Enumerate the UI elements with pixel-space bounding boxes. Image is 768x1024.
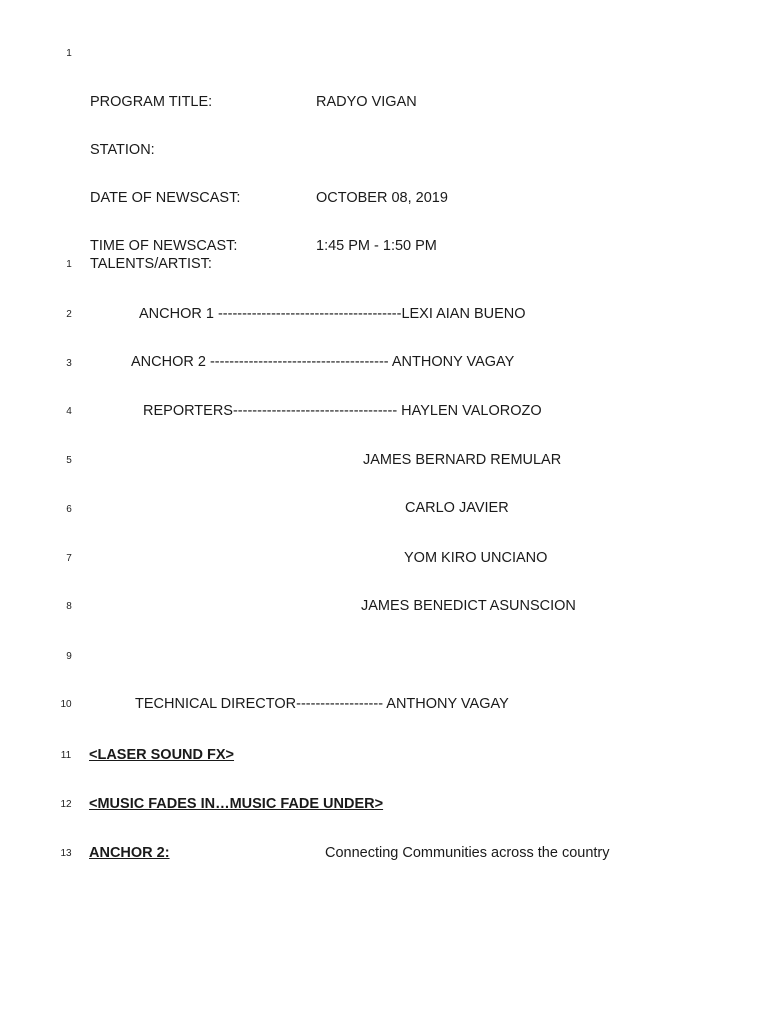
- reporter-name: JAMES BERNARD REMULAR: [363, 452, 562, 468]
- line-number: 5: [66, 455, 72, 466]
- line-number: 1: [66, 259, 72, 270]
- line-number: 8: [66, 601, 72, 612]
- program-title-label: PROGRAM TITLE:: [90, 94, 213, 110]
- anchor-2-credit: ANCHOR 2 ------------------------------------- ANTHONY VAGAY: [131, 354, 515, 370]
- music-cue: <MUSIC FADES IN…MUSIC FADE UNDER>: [89, 796, 384, 812]
- line-number: 6: [66, 504, 72, 515]
- line-number: 12: [60, 799, 72, 810]
- date-label: DATE OF NEWSCAST:: [90, 190, 241, 206]
- line-number: 3: [66, 358, 72, 369]
- line-number: 2: [66, 309, 72, 320]
- line-number: 7: [66, 553, 72, 564]
- time-label: TIME OF NEWSCAST:: [90, 238, 238, 254]
- reporter-name: JAMES BENEDICT ASUNSCION: [361, 598, 576, 614]
- reporter-name: YOM KIRO UNCIANO: [404, 550, 548, 566]
- speaker-label: ANCHOR 2:: [89, 845, 170, 861]
- talents-heading: TALENTS/ARTIST:: [90, 256, 212, 272]
- program-title-value: RADYO VIGAN: [316, 94, 417, 110]
- line-number: 4: [66, 406, 72, 417]
- station-label: STATION:: [90, 142, 155, 158]
- line-number: 9: [66, 651, 72, 662]
- line-number: 10: [60, 699, 72, 710]
- dialogue-text: Connecting Communities across the country: [325, 845, 610, 861]
- anchor-1-credit: ANCHOR 1 --------------------------------------LEXI AIAN BUENO: [139, 306, 526, 322]
- line-number: 11: [60, 750, 72, 761]
- line-number: 1: [66, 48, 72, 59]
- time-value: 1:45 PM - 1:50 PM: [316, 238, 437, 254]
- reporter-name: CARLO JAVIER: [405, 500, 509, 516]
- date-value: OCTOBER 08, 2019: [316, 190, 448, 206]
- line-number: 13: [60, 848, 72, 859]
- reporters-credit: REPORTERS---------------------------------- HAYLEN VALOROZO: [143, 403, 542, 419]
- technical-director-credit: TECHNICAL DIRECTOR------------------ ANTHONY VAGAY: [135, 696, 509, 712]
- sound-cue: <LASER SOUND FX>: [89, 747, 235, 763]
